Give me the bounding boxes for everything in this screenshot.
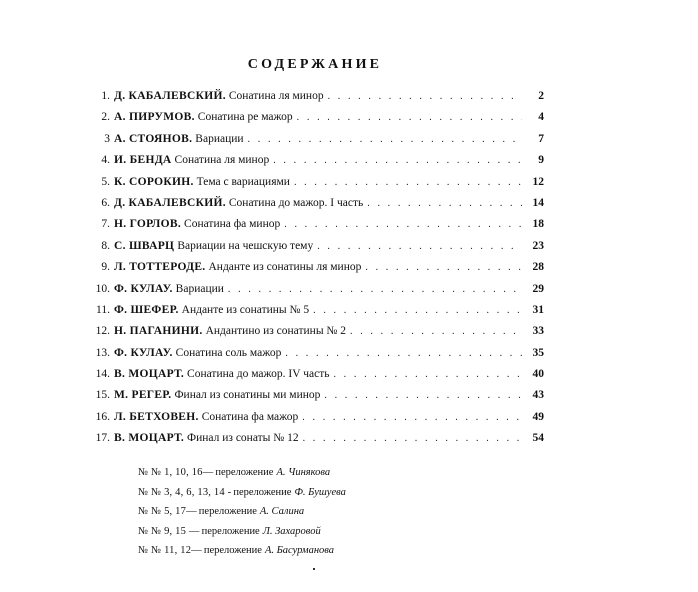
toc-work: Вариации [195, 132, 244, 145]
toc-page-number: 35 [532, 346, 544, 359]
toc-work: Сонатина до мажор. IV часть [187, 368, 330, 381]
toc-author: В. МОЦАРТ. [114, 432, 185, 445]
note-numbers: № № 3, 4, 6, 13, 14 - [138, 486, 232, 498]
toc-number: 12. [95, 325, 110, 338]
page-title-text: СОДЕРЖАНИЕ [247, 57, 383, 72]
toc-dot-leader [302, 412, 522, 423]
toc-row [88, 197, 544, 218]
page-title [0, 57, 630, 73]
toc-page-number: 4 [538, 111, 544, 124]
toc-dot-leader [284, 219, 522, 230]
toc-author: Д. КАБАЛЕВСКИЙ. [114, 90, 226, 102]
toc-author: С. ШВАРЦ [114, 239, 175, 252]
note-label: переложение [203, 545, 262, 557]
note-numbers: № № 5, 17— [138, 506, 197, 518]
toc-page-number: 33 [532, 325, 544, 338]
toc-page-number: 54 [532, 432, 544, 445]
toc-work: Сонатина ре мажор [197, 111, 293, 124]
toc-dot-leader [365, 262, 522, 273]
toc-row [88, 111, 544, 132]
toc-number: 4. [101, 154, 110, 167]
note-numbers: № № 9, 15 — [138, 525, 200, 537]
toc-page-number: 31 [532, 303, 544, 316]
toc-author: К. СОРОКИН. [114, 175, 194, 188]
toc-row [88, 368, 544, 389]
note-numbers: № № 11, 12— [138, 545, 202, 557]
toc-row [88, 176, 544, 197]
toc-author: Н. ПАГАНИНИ. [114, 325, 203, 338]
toc-row [88, 411, 544, 432]
toc-author: Ф. ШЕФЕР. [114, 303, 179, 316]
note-arranger: А. Салина [259, 506, 305, 518]
toc-dot-leader [313, 305, 522, 316]
toc-dot-leader [297, 112, 522, 123]
toc-row [88, 261, 544, 282]
toc-page-number: 7 [538, 132, 544, 145]
note-label: переложение [233, 486, 292, 498]
toc-dot-leader [317, 241, 522, 252]
note-arranger: Л. Захаровой [262, 525, 321, 537]
note-label: переложение [215, 467, 274, 478]
toc-number: 13. [95, 346, 110, 359]
toc-number: 5. [101, 175, 110, 188]
toc-dot-leader [303, 433, 522, 444]
toc-dot-leader [248, 134, 522, 145]
toc-number: 15. [95, 389, 110, 402]
toc-work: Финал из сонаты № 12 [187, 432, 299, 445]
toc-number: 3 [104, 132, 110, 145]
toc-work: Сонатина фа минор [184, 218, 281, 231]
toc-dot-leader [228, 284, 522, 295]
toc-work: Андантино из сонатины № 2 [205, 325, 347, 338]
arrangement-note [138, 506, 458, 526]
note-arranger: Ф. Бушуева [294, 486, 346, 498]
toc-dot-leader [294, 177, 522, 188]
toc-page-number: 12 [532, 175, 544, 188]
toc-number: 9. [101, 261, 110, 274]
toc-number: 1. [101, 90, 110, 102]
page-mark [313, 568, 315, 570]
toc-row [88, 283, 544, 304]
toc-work: Финал из сонатины ми минор [174, 389, 321, 402]
note-arranger: А. Басурманова [264, 545, 335, 557]
toc-dot-leader [324, 390, 522, 401]
toc-number: 8. [101, 239, 110, 252]
arrangement-note [138, 545, 458, 565]
arrangement-note [138, 526, 458, 546]
toc-row [88, 325, 544, 346]
toc-author: Н. ГОРЛОВ. [114, 218, 182, 231]
note-numbers: № № 1, 10, 16— [138, 467, 214, 478]
arrangement-note [138, 487, 458, 507]
toc-author: Ф. КУЛАУ. [114, 282, 173, 295]
toc-work: Тема с вариациями [196, 175, 290, 188]
toc-number: 17. [95, 432, 110, 445]
toc-number: 16. [95, 410, 110, 423]
toc-row [88, 90, 544, 111]
toc-page-number: 28 [532, 261, 544, 274]
toc-author: М. РЕГЕР. [114, 389, 172, 402]
toc-number: 2. [101, 111, 110, 124]
arrangement-note [138, 467, 458, 487]
toc-page-number: 18 [532, 218, 544, 231]
toc-page-number: 14 [532, 196, 544, 209]
table-of-contents [88, 90, 544, 454]
toc-page-number: 29 [532, 282, 544, 295]
arrangement-notes [138, 467, 458, 565]
toc-work: Сонатина соль мажор [175, 346, 282, 359]
toc-row [88, 240, 544, 261]
toc-number: 11. [96, 303, 110, 316]
toc-dot-leader [333, 369, 522, 380]
toc-dot-leader [350, 326, 522, 337]
toc-author: А. ПИРУМОВ. [114, 111, 195, 124]
toc-author: Д. КАБАЛЕВСКИЙ. [114, 196, 226, 209]
toc-work: Сонатина фа мажор [201, 410, 299, 423]
toc-work: Вариации [175, 282, 224, 295]
toc-row [88, 432, 544, 453]
toc-row [88, 133, 544, 154]
toc-author: Л. БЕТХОВЕН. [114, 410, 199, 423]
toc-number: 7. [101, 218, 110, 231]
toc-author: А. СТОЯНОВ. [114, 132, 193, 145]
toc-page-number: 40 [532, 368, 544, 381]
toc-page-number: 9 [538, 154, 544, 167]
toc-row [88, 304, 544, 325]
toc-author: В. МОЦАРТ. [114, 368, 185, 381]
note-label: переложение [201, 525, 260, 537]
toc-page-number: 49 [532, 410, 544, 423]
note-arranger: А. Чинякова [276, 467, 331, 478]
toc-author: И. БЕНДА [114, 154, 172, 167]
toc-page-number: 2 [538, 90, 544, 102]
toc-work: Анданте из сонатины № 5 [181, 303, 310, 316]
toc-page-number: 23 [532, 239, 544, 252]
toc-dot-leader [367, 198, 522, 209]
toc-row [88, 218, 544, 239]
toc-work: Вариации на чешскую тему [177, 239, 314, 252]
toc-author: Ф. КУЛАУ. [114, 346, 173, 359]
toc-dot-leader [273, 155, 522, 166]
toc-author: Л. ТОТТЕРОДЕ. [114, 261, 206, 274]
toc-number: 10. [95, 282, 110, 295]
toc-row [88, 347, 544, 368]
toc-work: Сонатина ля минор [174, 154, 270, 167]
toc-number: 6. [101, 196, 110, 209]
toc-row [88, 154, 544, 175]
toc-dot-leader [328, 91, 522, 102]
note-label: переложение [198, 506, 257, 518]
toc-work: Сонатина до мажор. I часть [228, 196, 364, 209]
toc-number: 14. [95, 368, 110, 381]
toc-work: Сонатина ля минор [228, 90, 324, 102]
toc-page-number: 43 [532, 389, 544, 402]
toc-dot-leader [285, 348, 522, 359]
toc-row [88, 389, 544, 410]
toc-work: Анданте из сонатины ля минор [208, 261, 362, 274]
